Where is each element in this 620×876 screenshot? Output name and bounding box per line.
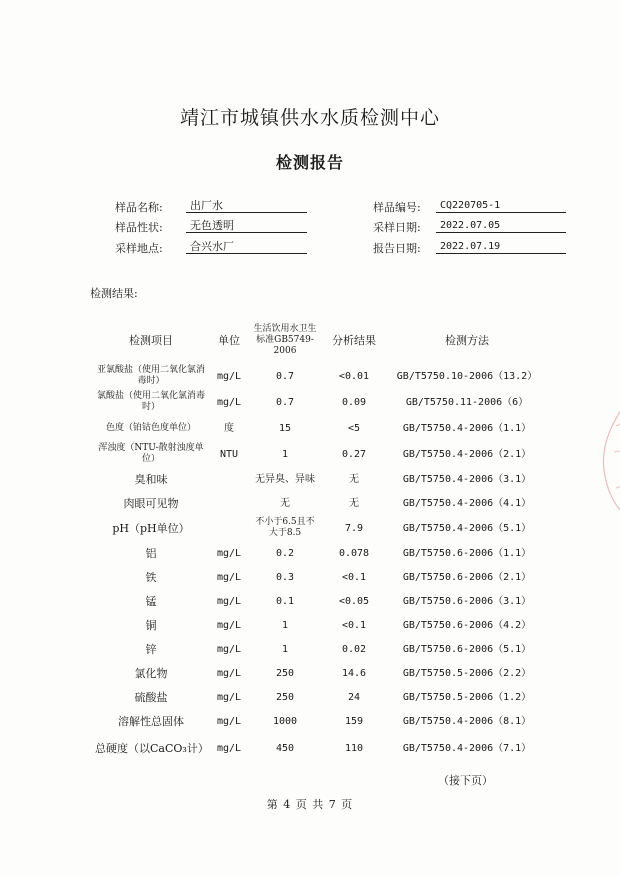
cell-item: 锰 (145, 594, 157, 608)
cell-unit: mg/L (216, 370, 242, 382)
cell-result: 14.6 (341, 667, 367, 679)
table-row (95, 709, 545, 733)
cell-unit: mg/L (216, 595, 242, 607)
cell-standard: 1 (281, 448, 289, 460)
table-row (95, 637, 545, 661)
cell-item: 肉眼可见物 (123, 496, 179, 510)
cell-standard: 1 (281, 643, 289, 655)
cell-item: 溶解性总固体 (118, 714, 184, 728)
cell-result: 0.02 (341, 643, 367, 655)
cell-method: GB/T5750.4-2006（7.1） (402, 742, 532, 754)
cell-standard: 250 (275, 667, 295, 679)
cell-result: 0.078 (338, 547, 370, 559)
cell-item: 色度（铂钴色度单位） (105, 422, 196, 433)
cell-standard: 0.7 (275, 396, 295, 408)
table-row (95, 589, 545, 613)
cell-result: <0.05 (338, 595, 370, 607)
cell-result: <5 (347, 422, 361, 434)
cell-item: 锌 (145, 642, 157, 656)
table-row (95, 389, 545, 415)
report-date-value: 2022.07.19 (436, 240, 566, 254)
cell-standard: 250 (275, 691, 295, 703)
cell-standard: 450 (275, 742, 295, 754)
table-body (95, 363, 545, 763)
cell-method: GB/T5750.6-2006（4.2） (402, 619, 532, 631)
page-number: 第 4 页 共 7 页 (266, 798, 354, 811)
cell-method: GB/T5750.4-2006（1.1） (402, 422, 532, 434)
cell-method: GB/T5750.5-2006（1.2） (402, 691, 532, 703)
cell-unit: mg/L (216, 691, 242, 703)
cell-result: 24 (347, 691, 361, 703)
cell-result: <0.1 (341, 619, 367, 631)
cell-unit: mg/L (216, 715, 242, 727)
cell-result: 0.09 (341, 396, 367, 408)
cell-item: 总硬度（以CaCO₃计） (95, 741, 209, 755)
cell-unit (207, 467, 251, 491)
cell-unit: 度 (224, 422, 234, 434)
cell-standard: 0.2 (275, 547, 295, 559)
sampling-site-label: 采样地点: (115, 242, 163, 255)
cell-item: 铜 (145, 618, 157, 632)
table-header-row (95, 317, 545, 363)
cell-item: 铝 (145, 546, 157, 560)
continued-note: （接下页） (438, 774, 493, 787)
cell-standard: 无异臭、异味 (255, 473, 315, 485)
cell-unit: mg/L (216, 742, 242, 754)
cell-standard: 15 (278, 422, 292, 434)
report-date-label: 报告日期: (373, 242, 421, 255)
cell-method: GB/T5750.5-2006（2.2） (402, 667, 532, 679)
cell-method: GB/T5750.10-2006（13.2） (396, 370, 538, 382)
cell-item: 亚氯酸盐（使用二氧化氯消毒时） (96, 365, 205, 386)
cell-item: 铁 (145, 570, 157, 584)
sampling-date-label: 采样日期: (373, 221, 421, 234)
header-unit: 单位 (218, 334, 240, 347)
table-row (95, 363, 545, 389)
cell-result: 7.9 (344, 522, 364, 534)
cell-result: <0.01 (338, 370, 370, 382)
cell-method: GB/T5750.4-2006（4.1） (402, 497, 532, 509)
cell-item: 氯酸盐（使用二氧化氯消毒时） (96, 391, 205, 412)
sample-property-label: 样品性状: (115, 221, 163, 234)
org-name: 靖江市城镇供水水质检测中心 (179, 107, 440, 129)
report-title: 检测报告 (275, 153, 344, 172)
cell-result: 无 (349, 473, 359, 485)
table-row (95, 491, 545, 515)
sample-name-value: 出厂水 (186, 199, 307, 213)
cell-method: GB/T5750.11-2006（6） (405, 396, 529, 408)
header-result: 分析结果 (332, 334, 376, 347)
cell-unit: mg/L (216, 619, 242, 631)
cell-item: pH（pH单位） (112, 521, 190, 535)
sample-no-label: 样品编号: (373, 201, 421, 214)
cell-unit: mg/L (216, 667, 242, 679)
cell-method: GB/T5750.4-2006（5.1） (402, 522, 532, 534)
cell-unit: mg/L (216, 571, 242, 583)
cell-result: 159 (344, 715, 364, 727)
cell-item: 氯化物 (134, 666, 168, 680)
cell-item: 硫酸盐 (134, 690, 168, 704)
sample-no-value: CQ220705-1 (436, 199, 566, 213)
cell-item: 臭和味 (134, 472, 168, 486)
table-row (95, 685, 545, 709)
cell-method: GB/T5750.6-2006（3.1） (402, 595, 532, 607)
cell-standard: 无 (280, 497, 290, 509)
cell-unit: mg/L (216, 547, 242, 559)
table-row (95, 441, 545, 467)
sample-name-label: 样品名称: (115, 201, 163, 214)
cell-method: GB/T5750.4-2006（2.1） (402, 448, 532, 460)
cell-standard: 1 (281, 619, 289, 631)
cell-unit: mg/L (216, 643, 242, 655)
cell-standard: 1000 (272, 715, 298, 727)
results-label: 检测结果: (90, 287, 138, 300)
table-row (95, 613, 545, 637)
table-row (95, 733, 545, 763)
cell-method: GB/T5750.4-2006（8.1） (402, 715, 532, 727)
cell-method: GB/T5750.6-2006（5.1） (402, 643, 532, 655)
cell-unit (207, 491, 251, 515)
cell-method: GB/T5750.6-2006（1.1） (402, 547, 532, 559)
cell-result: 110 (344, 742, 364, 754)
cell-result: <0.1 (341, 571, 367, 583)
table-row (95, 467, 545, 491)
sampling-date-value: 2022.07.05 (436, 219, 566, 233)
results-table (95, 317, 545, 763)
table-row (95, 565, 545, 589)
seal-stamp-icon (590, 400, 620, 520)
header-standard: 生活饮用水卫生标准GB5749-2006 (253, 323, 317, 356)
cell-item: 浑浊度（NTU-散射浊度单位） (98, 443, 204, 464)
cell-method: GB/T5750.6-2006（2.1） (402, 571, 532, 583)
cell-standard: 0.3 (275, 571, 295, 583)
cell-method: GB/T5750.4-2006（3.1） (402, 473, 532, 485)
table-row (95, 415, 545, 441)
table-row (95, 515, 545, 541)
cell-unit: mg/L (216, 396, 242, 408)
cell-result: 0.27 (341, 448, 367, 460)
sampling-site-value: 合兴水厂 (186, 240, 307, 254)
header-item: 检测项目 (129, 334, 173, 347)
cell-standard: 0.7 (275, 370, 295, 382)
sample-property-value: 无色透明 (186, 219, 307, 233)
cell-standard: 0.1 (275, 595, 295, 607)
table-row (95, 661, 545, 685)
cell-unit: NTU (219, 448, 239, 460)
table-row (95, 541, 545, 565)
header-method: 检测方法 (445, 334, 489, 347)
cell-standard: 不小于6.5且不大于8.5 (255, 517, 315, 538)
cell-unit (207, 515, 251, 541)
cell-result: 无 (349, 497, 359, 509)
